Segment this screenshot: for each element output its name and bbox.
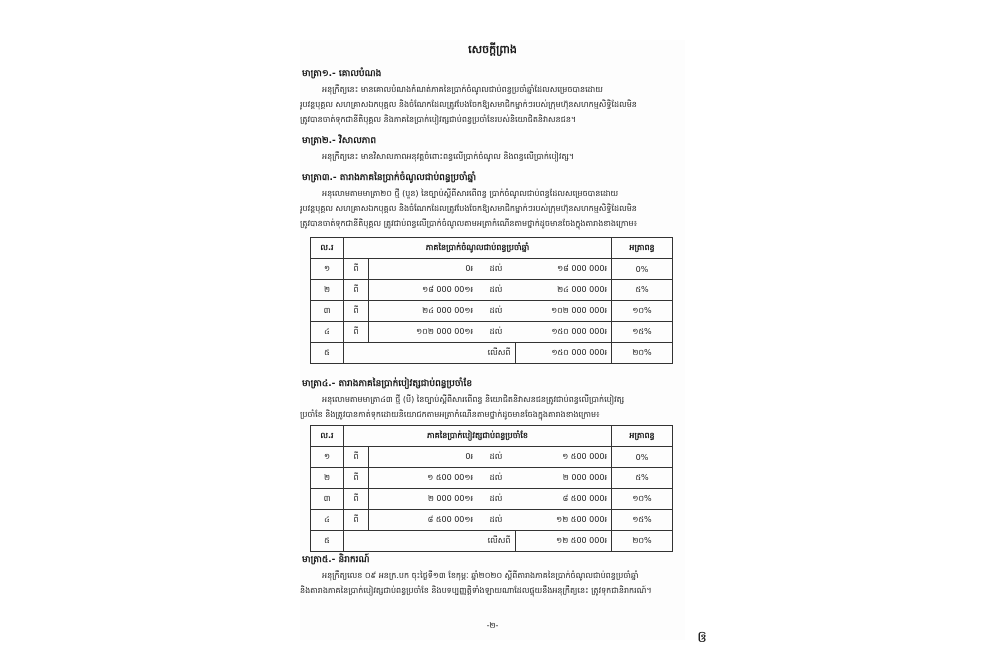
table-row — [311, 280, 673, 301]
paragraph-line: អនុលោមតាមមាត្រា២០ ថ្មី (បួន) នៃច្បាប់ស្ដីពីសារពើពន្ធ ប្រាក់ចំណូលជាប់ពន្ធដែលសម្រេចបានដោយ — [322, 189, 619, 198]
table-row — [311, 468, 673, 489]
cell-to: ២៤ 000 000៛ — [515, 280, 612, 301]
paragraph-line: អនុក្រឹត្យនេះ មានគោលបំណងកំណត់ភាគនៃប្រាក់ចំណូលជាប់ពន្ធប្រចាំឆ្នាំដែលសម្រេចបានដោយ — [322, 85, 603, 94]
header-no: ល.រ — [311, 426, 344, 447]
header-no: ល.រ — [311, 238, 344, 259]
cell-to-word: ដល់ — [477, 468, 515, 489]
cell-to: ១២ ៥00 000៛ — [515, 510, 612, 531]
article-4-paragraph — [300, 392, 685, 422]
cell-no: ២ — [311, 468, 344, 489]
cell-rate: ១៥% — [612, 322, 673, 343]
table-header-row — [311, 426, 673, 447]
cell-no: ១ — [311, 259, 344, 280]
cell-rate: ២០% — [612, 343, 673, 364]
cell-from: ២៤ 000 00១៛ — [369, 301, 478, 322]
cell-rate: 0% — [612, 447, 673, 468]
cell-to-word: លើសពី — [344, 531, 516, 552]
cell-from-word: ពី — [344, 322, 369, 343]
table-row — [311, 301, 673, 322]
cell-from-word: ពី — [344, 489, 369, 510]
table-row — [311, 531, 673, 552]
article-5-paragraph — [300, 568, 685, 598]
cell-to-word: លើសពី — [344, 343, 516, 364]
cell-rate: ១០% — [612, 489, 673, 510]
cell-to-word: ដល់ — [477, 280, 515, 301]
cell-no: ៥ — [311, 343, 344, 364]
paragraph-line: ប្រចាំខែ និងត្រូវបានកាត់ទុកដោយនិយោជកតាមអត្រាកំណើនតាមថ្នាក់ដូចមានចែងក្នុងតារាងខាងក្រោម៖ — [300, 410, 600, 419]
table-row — [311, 343, 673, 364]
cell-no: ៤ — [311, 322, 344, 343]
cell-from-word: ពី — [344, 468, 369, 489]
table-row — [311, 447, 673, 468]
paragraph-line: ត្រូវបានចាត់ទុកជានីតិបុគ្គល និងភាគនៃប្រាក់បៀវត្សជាប់ពន្ធប្រចាំខែរបស់និយោជិតនិវាសនជន។ — [300, 115, 577, 124]
cell-to-word: ដល់ — [477, 510, 515, 531]
cell-to: ២ 000 000៛ — [515, 468, 612, 489]
cell-to-word: ដល់ — [477, 489, 515, 510]
cell-no: ៤ — [311, 510, 344, 531]
cell-from: ១៨ 000 00១៛ — [369, 280, 478, 301]
cell-to-word: ដល់ — [477, 447, 515, 468]
cell-from-word: ពី — [344, 259, 369, 280]
header-range: ភាគនៃប្រាក់ចំណូលជាប់ពន្ធប្រចាំឆ្នាំ — [344, 238, 612, 259]
cell-to-word: ដល់ — [477, 322, 515, 343]
cell-rate: 0% — [612, 259, 673, 280]
header-range: ភាគនៃប្រាក់បៀវត្សជាប់ពន្ធប្រចាំខែ — [344, 426, 612, 447]
paragraph-line: អនុក្រឹត្យនេះ មានវិសាលភាពអនុវត្តចំពោះពន្ធលើប្រាក់ចំណូល និងពន្ធលើប្រាក់បៀវត្ស។ — [322, 152, 575, 161]
article-5-heading: មាត្រា៥.- និរាករណ៍ — [302, 555, 370, 565]
cell-rate: ២០% — [612, 531, 673, 552]
annual-income-tax-table — [310, 237, 673, 364]
paragraph-line: អនុលោមតាមមាត្រា៤៣ ថ្មី (បី) នៃច្បាប់ស្ដីពីសារពើពន្ធ និយោជិតនិវាសនជនត្រូវជាប់ពន្ធលើប្រាក់បៀវត្ស — [322, 395, 625, 404]
cell-rate: ៥% — [612, 468, 673, 489]
table-header-row — [311, 238, 673, 259]
cell-no: ១ — [311, 447, 344, 468]
header-rate: អត្រាពន្ធ — [612, 238, 673, 259]
cell-from: ១ ៥00 00១៛ — [369, 468, 478, 489]
cell-from-word: ពី — [344, 301, 369, 322]
header-rate: អត្រាពន្ធ — [612, 426, 673, 447]
cell-to: ១៥០ 000 000៛ — [515, 343, 612, 364]
cell-rate: ១០% — [612, 301, 673, 322]
cell-rate: ៥% — [612, 280, 673, 301]
paragraph-line: និងតារាងភាគនៃប្រាក់បៀវត្សជាប់ពន្ធប្រចាំខែ និងបទប្បញ្ញត្តិទាំងឡាយណាដែលផ្ទុយនឹងអនុក្រឹត្យនេះ ត្រូវទុកជានិរាករណ៍។ — [300, 586, 652, 595]
cell-to: ១៥០ 000 000៛ — [515, 322, 612, 343]
document-page — [300, 40, 685, 640]
cell-to: ៨ ៥00 000៛ — [515, 489, 612, 510]
monthly-salary-tax-table — [310, 425, 673, 552]
cell-to: ១០២ 000 000៛ — [515, 301, 612, 322]
cell-rate: ១៥% — [612, 510, 673, 531]
cell-from-word: ពី — [344, 510, 369, 531]
cell-from: ៨ ៥00 00១៛ — [369, 510, 478, 531]
paragraph-line: រូបវន្តបុគ្គល សហគ្រាសឯកបុគ្គល និងចំណែកដែលត្រូវបែងចែកឱ្យសមាជិកម្នាក់ៗរបស់ក្រុមហ៊ុនសហកម្មសិទ្ធិដែលមិន — [300, 100, 637, 109]
table-row — [311, 259, 673, 280]
paragraph-line: រូបវន្តបុគ្គល សហគ្រាសឯកបុគ្គល និងចំណែកដែលត្រូវបែងចែកឱ្យសមាជិកម្នាក់ៗរបស់ក្រុមហ៊ុនសហកម្មសិទ្ធិដែលមិន — [300, 204, 637, 213]
article-3-heading: មាត្រា៣.- តារាងភាគនៃប្រាក់ចំណូលជាប់ពន្ធប្រចាំឆ្នាំ — [302, 173, 477, 183]
article-1-paragraph — [300, 82, 685, 127]
table-row — [311, 322, 673, 343]
cell-from: ២ 000 00១៛ — [369, 489, 478, 510]
page-number: -២- — [486, 621, 499, 630]
cell-no: ៥ — [311, 531, 344, 552]
cell-from: 0៛ — [369, 259, 478, 280]
cell-no: ៣ — [311, 301, 344, 322]
cell-from-word: ពី — [344, 280, 369, 301]
table-row — [311, 489, 673, 510]
cell-to: ១២ ៥00 000៛ — [515, 531, 612, 552]
cell-to: ១៨ 000 000៛ — [515, 259, 612, 280]
paragraph-line: ត្រូវបានចាត់ទុកជានីតិបុគ្គល ត្រូវជាប់ពន្ធលើប្រាក់ចំណូលតាមអត្រាកំណើនតាមថ្នាក់ដូចមានចែងក្នុងតារាងខាងក្រោម៖ — [300, 219, 638, 228]
cell-no: ៣ — [311, 489, 344, 510]
cell-from: ១០២ 000 00១៛ — [369, 322, 478, 343]
cell-to-word: ដល់ — [477, 301, 515, 322]
cell-from: 0៛ — [369, 447, 478, 468]
cell-to-word: ដល់ — [477, 259, 515, 280]
document-title: សេចក្ដីព្រាង — [468, 43, 517, 56]
paragraph-line: អនុក្រឹត្យលេខ ០៩ អនក្រ.បក ចុះថ្ងៃទី១៣ ខែកុម្ភៈ ឆ្នាំ២០២០ ស្ដីពីតារាងភាគនៃប្រាក់ចំណូលជាប់ពន្ធប្រចាំឆ្នាំ — [322, 571, 639, 580]
handwritten-initial: ឲ — [697, 627, 708, 646]
cell-to: ១ ៥00 000៛ — [515, 447, 612, 468]
article-4-heading: មាត្រា៤.- តារាងភាគនៃប្រាក់បៀវត្សជាប់ពន្ធប្រចាំខែ — [302, 379, 473, 389]
cell-no: ២ — [311, 280, 344, 301]
table-row — [311, 510, 673, 531]
article-1-heading: មាត្រា១.- គោលបំណង — [302, 69, 382, 79]
article-2-heading: មាត្រា២.- វិសាលភាព — [302, 136, 377, 146]
cell-from-word: ពី — [344, 447, 369, 468]
article-3-paragraph — [300, 186, 685, 231]
article-2-paragraph — [300, 149, 685, 164]
